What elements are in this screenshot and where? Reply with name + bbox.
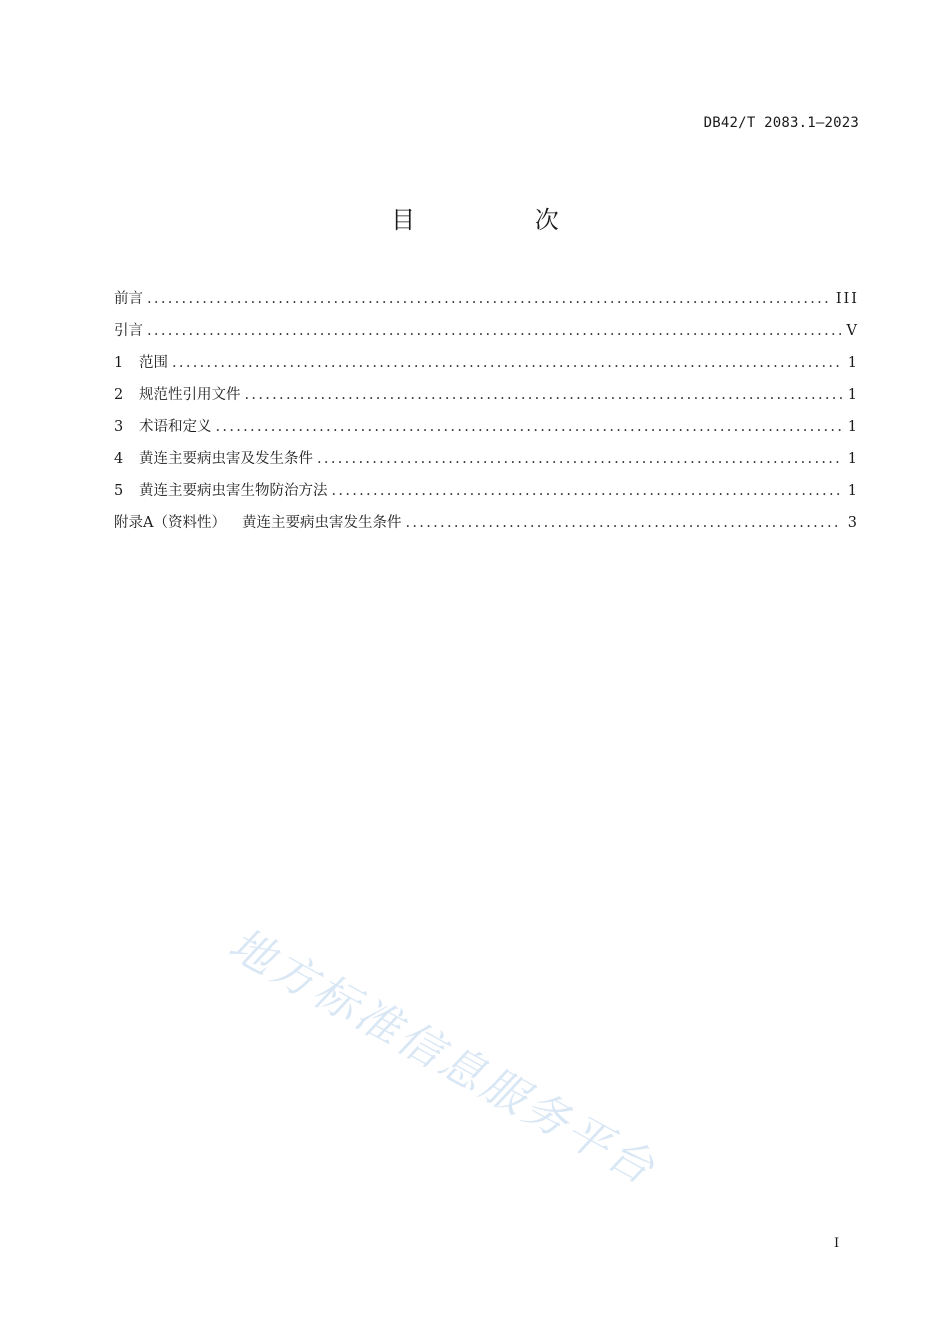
toc-entry-number: 3	[114, 419, 124, 435]
toc-leader-dots	[172, 351, 842, 375]
toc-entry-page: 3	[847, 515, 859, 531]
toc-entry-label: 3 术语和定义	[114, 415, 212, 439]
toc-entry-label: 5 黄连主要病虫害生物防治方法	[114, 479, 328, 503]
toc-entry-biological-control[interactable]	[114, 479, 859, 511]
toc-entry-introduction[interactable]	[114, 319, 859, 351]
toc-entry-page: 1	[847, 387, 859, 403]
document-code: DB42/T 2083.1—2023	[703, 115, 859, 131]
toc-entry-label: 1 范围	[114, 351, 168, 375]
toc-entry-label: 2 规范性引用文件	[114, 383, 241, 407]
toc-entry-page: 1	[847, 483, 859, 499]
toc-leader-dots	[405, 511, 841, 535]
toc-title: 目 次	[391, 206, 615, 234]
toc-entry-page: III	[835, 291, 859, 307]
toc-entry-number: 1	[114, 355, 124, 371]
toc-entry-label: 4 黄连主要病虫害及发生条件	[114, 447, 313, 471]
toc-entry-page: 1	[847, 355, 859, 371]
toc-entry-preface[interactable]	[114, 287, 859, 319]
toc-leader-dots	[147, 319, 841, 343]
toc-leader-dots	[245, 383, 842, 407]
watermark: 地方标准信息服务平台	[220, 918, 665, 1196]
toc-entry-label: 前言	[114, 291, 143, 307]
toc-entry-page: 1	[847, 419, 859, 435]
toc-leader-dots	[317, 447, 842, 471]
toc-entry-appendix-a[interactable]	[114, 511, 859, 543]
toc-entry-page: 1	[847, 451, 859, 467]
toc-entry-label: 附录A（资料性） 黄连主要病虫害发生条件	[114, 511, 401, 535]
toc-leader-dots	[332, 479, 842, 503]
toc-leader-dots	[147, 287, 830, 311]
toc-entry-number: 2	[114, 387, 124, 403]
toc-entry-number: 4	[114, 451, 124, 467]
toc-entry-terms-definitions[interactable]	[114, 415, 859, 447]
toc-list	[114, 287, 859, 543]
toc-entry-pests-conditions[interactable]	[114, 447, 859, 479]
toc-entry-scope[interactable]	[114, 351, 859, 383]
toc-entry-subtitle: 黄连主要病虫害发生条件	[241, 515, 402, 531]
toc-entry-number: 5	[114, 483, 124, 499]
page-number: I	[834, 1236, 840, 1251]
toc-entry-label: 引言	[114, 323, 143, 339]
toc-entry-normative-references[interactable]	[114, 383, 859, 415]
toc-entry-page: V	[846, 323, 859, 339]
toc-leader-dots	[216, 415, 842, 439]
